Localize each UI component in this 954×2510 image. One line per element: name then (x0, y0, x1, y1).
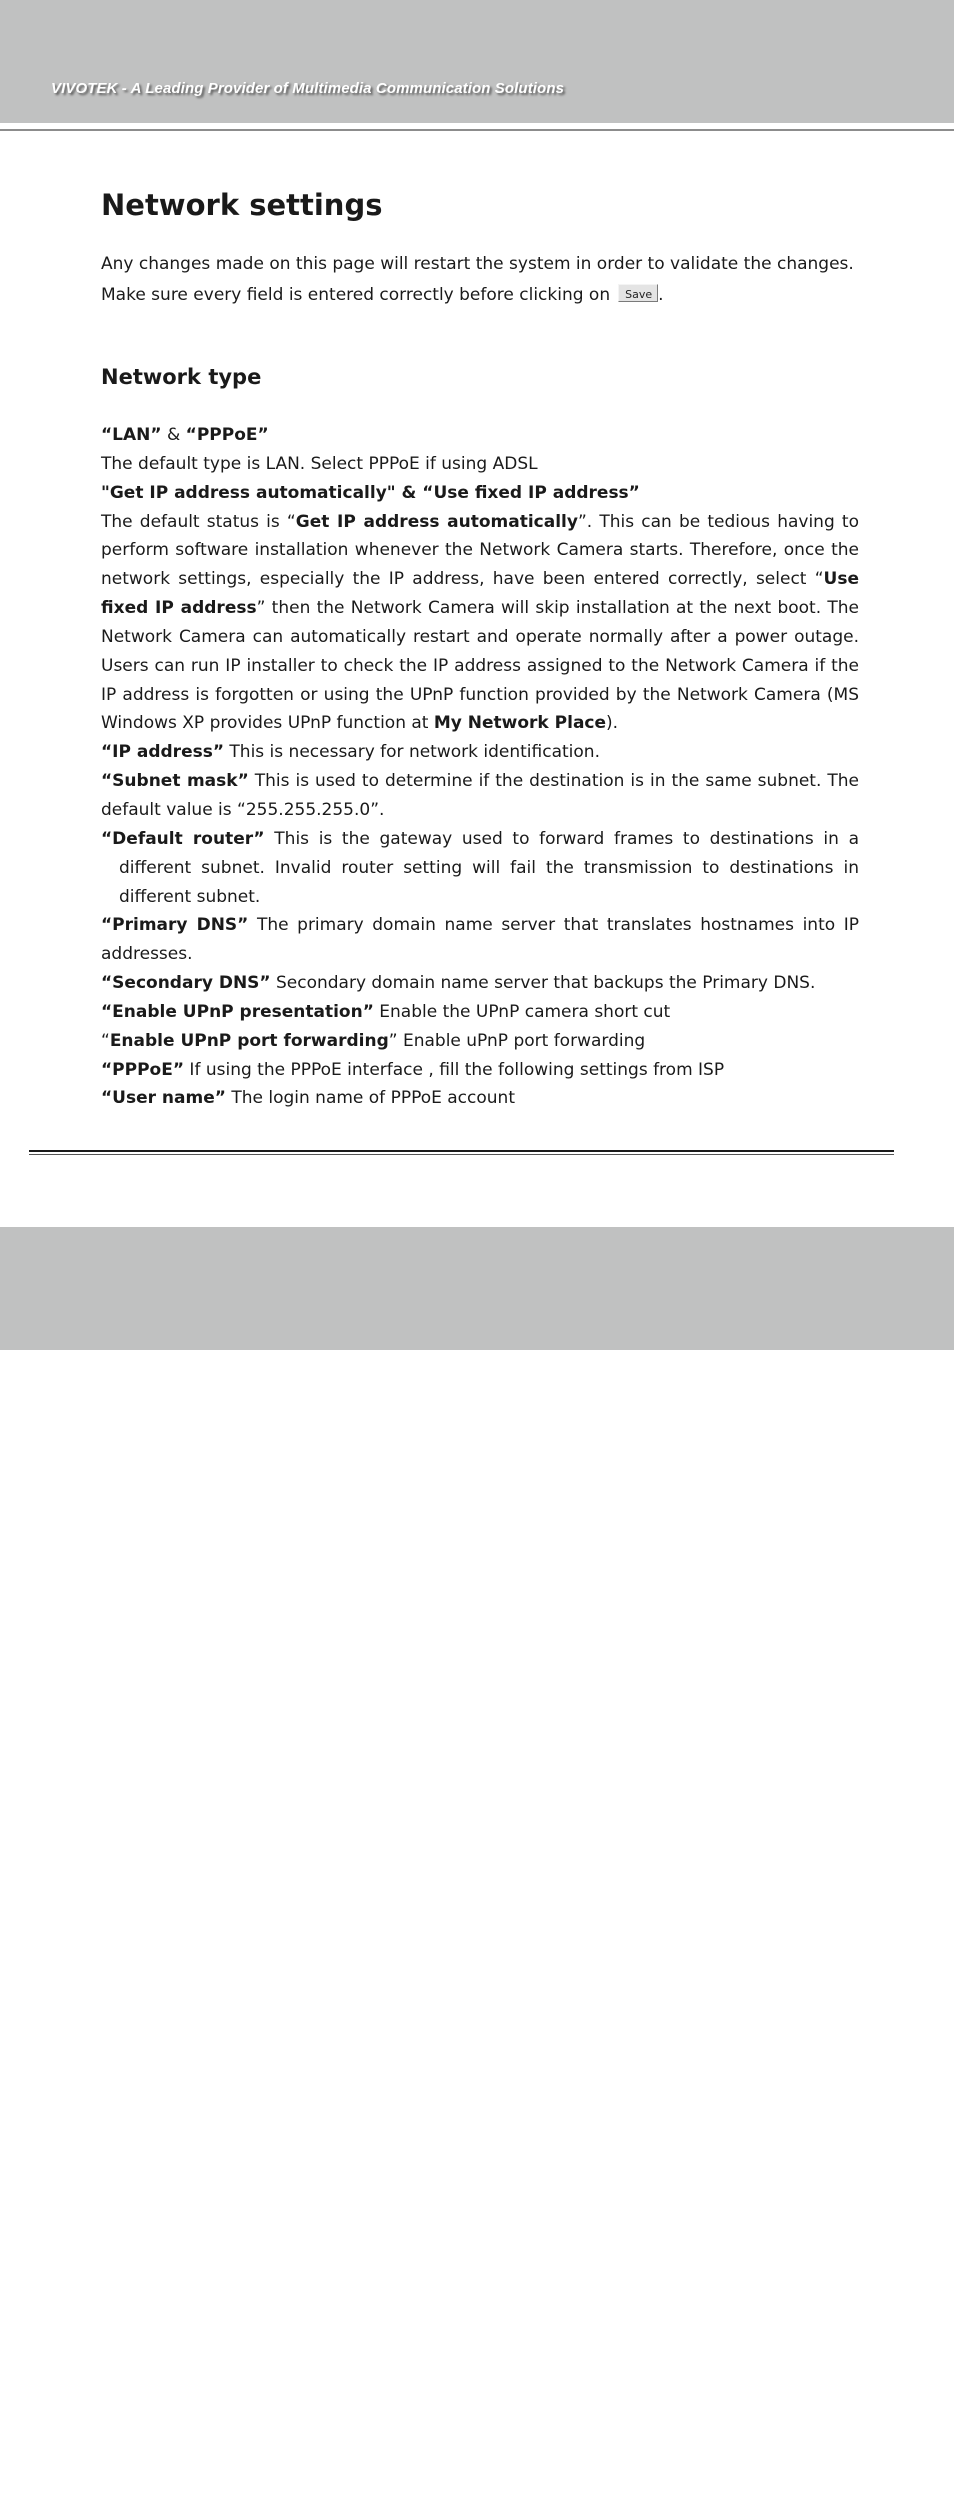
ip-address-item (101, 738, 859, 767)
get-ip-heading-text: "Get IP address automatically" & “Use fixed IP address” (101, 482, 640, 503)
network-type-body (101, 421, 859, 1113)
secondary-dns-desc: Secondary domain name server that backups the Primary DNS. (270, 973, 816, 994)
router-label: “Default router” (101, 828, 265, 849)
lan-label: “LAN” (101, 425, 162, 445)
secondary-dns-label: “Secondary DNS” (101, 973, 271, 994)
get-ip-heading (101, 479, 859, 508)
upnp-port-open: “ (101, 1030, 110, 1051)
intro-line-2 (101, 280, 859, 311)
upnp-port-label: Enable UPnP port forwarding (109, 1030, 389, 1051)
footer-divider-thick (29, 1150, 894, 1152)
page-number: 27 - User's Manual (52, 2489, 203, 2509)
footer-band (0, 1227, 954, 2509)
lan-description: The default type is LAN. Select PPPoE if using ADSL (101, 453, 538, 474)
pppoe2-label: “PPPoE” (101, 1059, 185, 1080)
intro-line-2-text: Make sure every field is entered correctly before clicking on (101, 285, 611, 305)
default-status-end: ). (606, 713, 619, 734)
router-desc: This is the gateway used to forward frames to destinations in a different subnet. Invalid router setting will fail the transmission to destinations in different subnet. (119, 828, 860, 907)
default-status-paragraph (101, 508, 859, 739)
secondary-dns-item (101, 969, 859, 998)
username-desc: The login name of PPPoE account (225, 1088, 515, 1109)
use-fixed-bold: Use fixed IP address (101, 569, 859, 619)
username-label: “User name” (101, 1088, 226, 1109)
intro-line-1: Any changes made on this page will restart the system in order to validate the changes. (101, 254, 854, 274)
header-divider (0, 129, 954, 131)
primary-dns-item (101, 911, 859, 969)
lan-pppoe-heading (101, 421, 859, 450)
pppoe-label: “PPPoE” (185, 425, 269, 445)
default-status-mid: ”. This can be tedious having to perform software installation whenever the Network Camera starts. Therefore, once the network settings, especially the IP address, have been entered correctly, select “ (101, 511, 859, 590)
upnp-presentation-item (101, 998, 859, 1027)
pppoe-item (101, 1056, 859, 1085)
header-tagline: VIVOTEK - A Leading Provider of Multimedia Communication Solutions (51, 80, 565, 97)
primary-dns-label: “Primary DNS” (101, 915, 249, 936)
pppoe2-desc: If using the PPPoE interface , fill the following settings from ISP (184, 1059, 725, 1080)
upnp-presentation-desc: Enable the UPnP camera short cut (373, 1001, 671, 1022)
header-band (0, 0, 954, 123)
primary-dns-desc: The primary domain name server that translates hostnames into IP addresses. (101, 915, 859, 965)
upnp-presentation-label: “Enable UPnP presentation” (101, 1001, 374, 1022)
page-title: Network settings (101, 188, 383, 222)
get-ip-bold: Get IP address automatically (295, 511, 578, 532)
subnet-mask-item (101, 767, 859, 825)
default-status-pre: The default status is “ (101, 511, 296, 532)
ip-address-label: “IP address” (101, 742, 225, 763)
default-router-item (101, 825, 859, 912)
amp-text: & (161, 425, 186, 445)
footer-divider-thin (29, 1154, 894, 1155)
upnp-port-desc: ” Enable uPnP port forwarding (388, 1030, 646, 1051)
upnp-port-item (101, 1027, 859, 1056)
default-status-post: ” then the Network Camera will skip installation at the next boot. The Network Camera can automatically restart and operate normally after a power outage. Users can run IP installer to check the IP address assigned to the Network Camera if the IP address is forgotten or using the UPnP function provided by the Network Camera (MS Windows XP provides UPnP function at (101, 598, 859, 734)
subnet-label: “Subnet mask” (101, 771, 249, 792)
username-item (101, 1084, 859, 1113)
section-title: Network type (101, 365, 262, 389)
ip-address-desc: This is necessary for network identification. (224, 742, 600, 763)
subnet-desc: This is used to determine if the destination is in the same subnet. The default value is “255.255.255.0”. (101, 771, 859, 820)
save-button[interactable]: Save (618, 284, 658, 302)
intro-line-2-end: . (658, 285, 664, 305)
my-network-place: My Network Place (433, 713, 607, 734)
intro-paragraph (101, 249, 859, 311)
